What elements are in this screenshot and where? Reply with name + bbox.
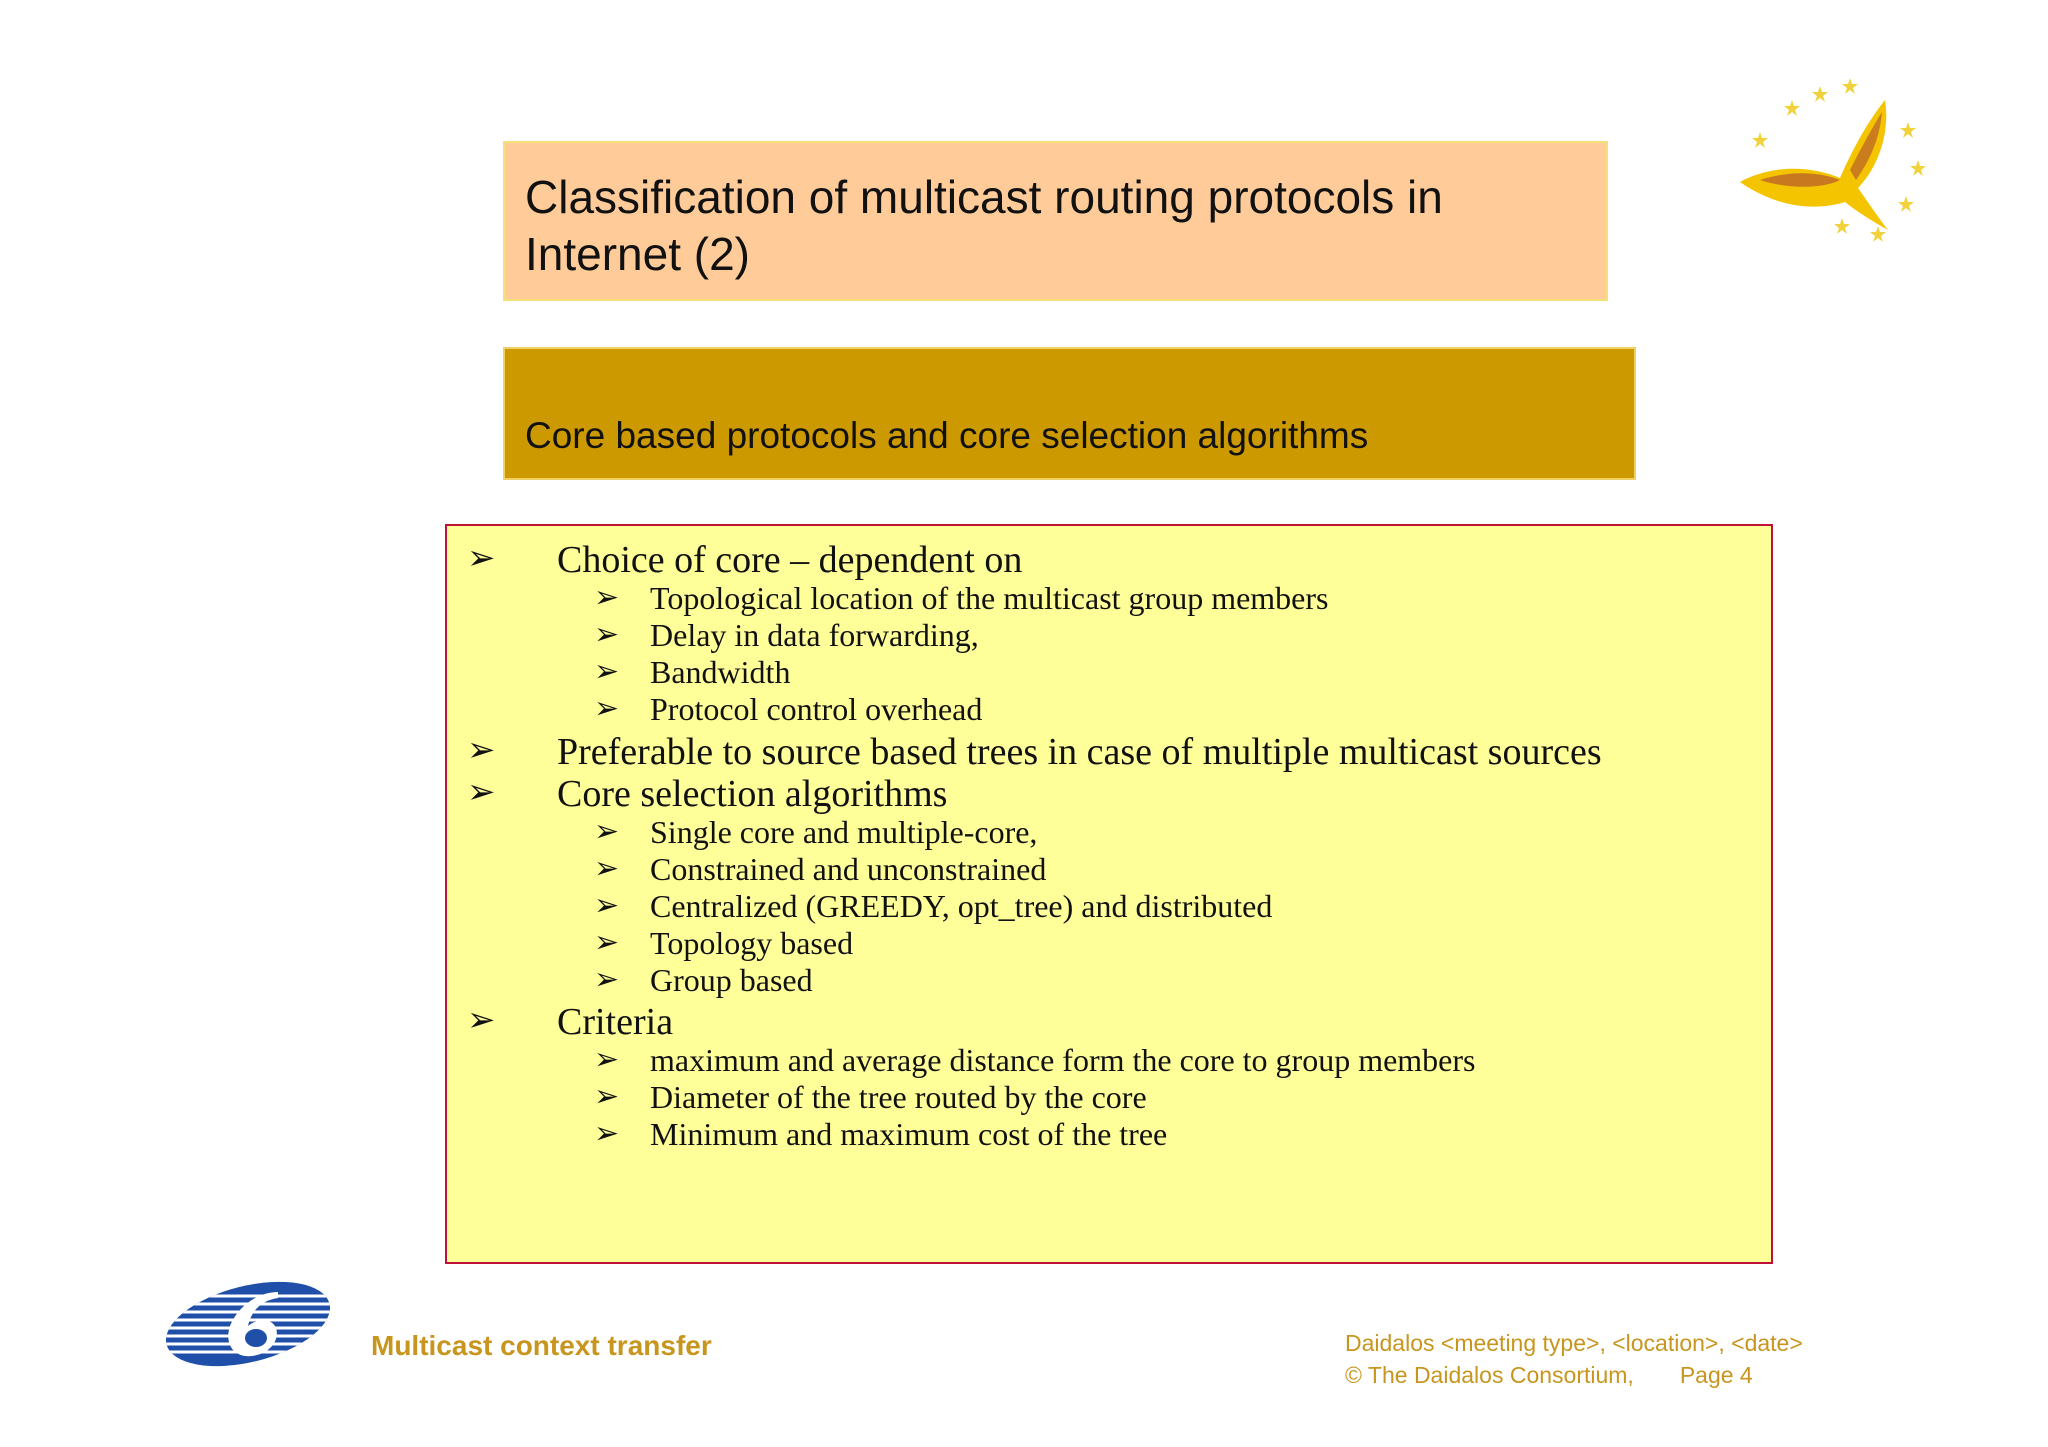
arrow-bullet-icon: ➢	[594, 1080, 620, 1113]
arrow-bullet-icon: ➢	[594, 618, 620, 651]
bullet-text: Topological location of the multicast group members	[650, 580, 1329, 616]
daidalos-bird-logo-icon	[1730, 70, 1930, 255]
bullet-text: Bandwidth	[650, 654, 791, 690]
arrow-bullet-icon: ➢	[467, 732, 496, 769]
bullet-text: Single core and multiple-core,	[650, 814, 1038, 850]
arrow-bullet-icon: ➢	[594, 815, 620, 848]
arrow-bullet-icon: ➢	[594, 963, 620, 996]
bullet-text: Delay in data forwarding,	[650, 617, 979, 653]
footer-project-label: Multicast context transfer	[371, 1330, 712, 1361]
arrow-bullet-icon: ➢	[594, 852, 620, 885]
arrow-bullet-icon: ➢	[594, 655, 620, 688]
slide-subtitle-box	[503, 347, 1636, 480]
slide-title-box	[503, 141, 1608, 301]
bullet-text: Protocol control overhead	[650, 691, 983, 727]
content-box	[445, 524, 1773, 1264]
page-number: Page 4	[1679, 1362, 1753, 1388]
arrow-bullet-icon: ➢	[467, 540, 496, 577]
arrow-bullet-icon: ➢	[594, 926, 620, 959]
slide-title: Classification of multicast routing protocols in Internet (2)	[525, 171, 1443, 280]
arrow-bullet-icon: ➢	[594, 692, 620, 725]
arrow-bullet-icon: ➢	[594, 1117, 620, 1150]
footer-meeting-line: Daidalos <meeting type>, <location>, <date>	[1345, 1330, 1803, 1356]
bullet-text: Core selection algorithms	[557, 773, 948, 815]
bullet-text: Criteria	[557, 1001, 674, 1043]
footer-copyright-line	[1345, 1359, 1803, 1391]
fp6-logo-icon	[166, 1278, 336, 1375]
footer-meeting-info	[1345, 1327, 1803, 1391]
bullet-text: Preferable to source based trees in case of multiple multicast sources	[557, 731, 1602, 773]
arrow-bullet-icon: ➢	[594, 581, 620, 614]
bullet-text: maximum and average distance form the core to group members	[650, 1042, 1476, 1078]
bullet-text: Choice of core – dependent on	[557, 539, 1023, 581]
footer-copyright: © The Daidalos Consortium,	[1345, 1362, 1634, 1388]
arrow-bullet-icon: ➢	[594, 889, 620, 922]
arrow-bullet-icon: ➢	[467, 1002, 496, 1039]
bullet-text: Topology based	[650, 925, 854, 961]
bullet-text: Diameter of the tree routed by the core	[650, 1079, 1147, 1115]
bullet-text: Constrained and unconstrained	[650, 851, 1047, 887]
arrow-bullet-icon: ➢	[594, 1043, 620, 1076]
slide-subtitle: Core based protocols and core selection algorithms	[525, 415, 1369, 456]
bullet-text: Centralized (GREEDY, opt_tree) and distributed	[650, 888, 1273, 924]
bullet-text: Group based	[650, 962, 813, 998]
arrow-bullet-icon: ➢	[467, 774, 496, 811]
bullet-text: Minimum and maximum cost of the tree	[650, 1116, 1168, 1152]
